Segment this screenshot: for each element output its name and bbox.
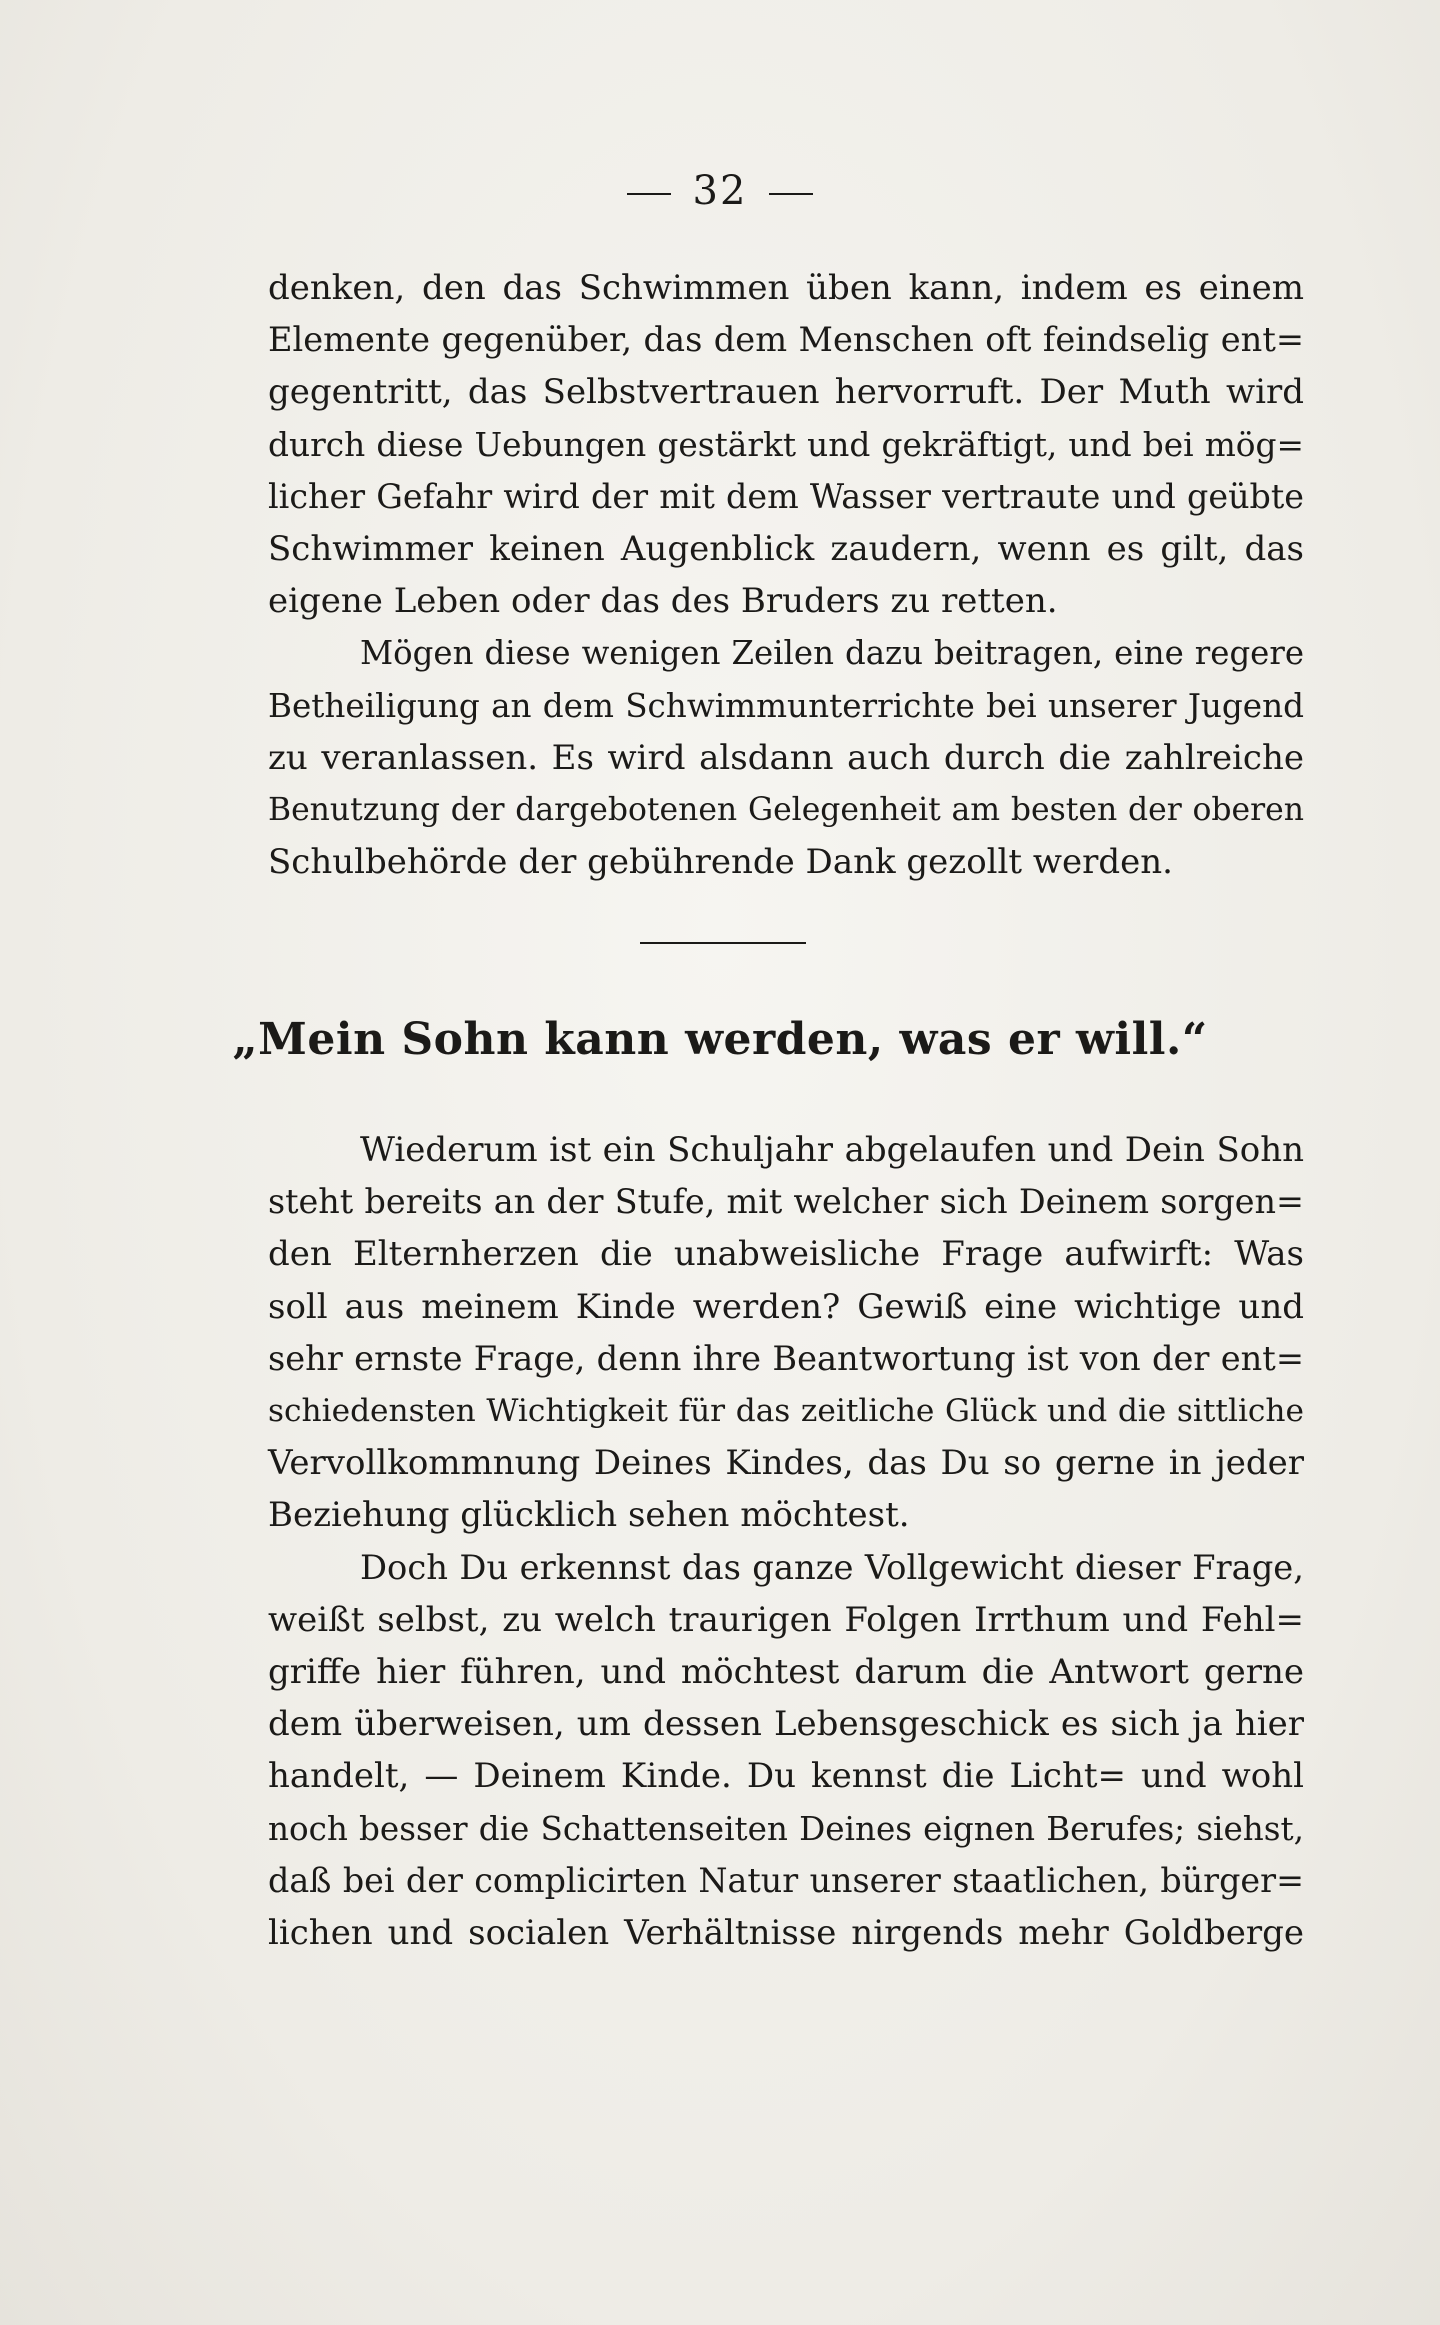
text-line: den Elternherzen die unabweisliche Frage aufwirft: Was bbox=[268, 1234, 1304, 1275]
text-line: Wiederum ist ein Schuljahr abgelaufen und Dein Sohn bbox=[360, 1130, 1304, 1170]
text-line: Schulbehörde der gebührende Dank gezollt werden. bbox=[268, 842, 1173, 883]
section-1-text bbox=[268, 262, 1304, 888]
text-line: handelt, — Deinem Kinde. Du kennst die Licht= und wohl bbox=[268, 1756, 1304, 1797]
paragraph bbox=[268, 1124, 1304, 1542]
paragraph bbox=[268, 1542, 1304, 1960]
text-line: sehr ernste Frage, denn ihre Beantwortung ist von der ent= bbox=[268, 1338, 1304, 1378]
text-line: zu veranlassen. Es wird alsdann auch durch die zahlreiche bbox=[268, 737, 1304, 778]
page-number: 32 bbox=[692, 168, 748, 214]
text-line: Doch Du erkennst das ganze Vollgewicht dieser Frage, bbox=[360, 1547, 1304, 1587]
text-line: Betheiligung an dem Schwimmunterrichte bei unserer Jugend bbox=[268, 686, 1304, 725]
text-line: weißt selbst, zu welch traurigen Folgen Irrthum und Fehl= bbox=[268, 1599, 1304, 1640]
text-line: Mögen diese wenigen Zeilen dazu beitragen, eine regere bbox=[360, 634, 1304, 673]
paragraph bbox=[268, 262, 1304, 627]
header-dash-right bbox=[769, 193, 813, 195]
section-2-text bbox=[268, 1124, 1304, 1959]
header-dash-left bbox=[627, 193, 671, 195]
text-line: soll aus meinem Kinde werden? Gewiß eine wichtige und bbox=[268, 1286, 1304, 1327]
text-line: denken, den das Schwimmen üben kann, indem es einem bbox=[268, 268, 1304, 308]
text-line: lichen und socialen Verhältnisse nirgends mehr Goldberge bbox=[268, 1913, 1304, 1954]
text-line: licher Gefahr wird der mit dem Wasser vertraute und geübte bbox=[268, 476, 1304, 516]
text-line: steht bereits an der Stufe, mit welcher sich Deinem sorgen= bbox=[268, 1182, 1304, 1222]
text-line: noch besser die Schattenseiten Deines eignen Berufes; siehst, bbox=[268, 1809, 1304, 1848]
text-line: Benutzung der dargebotenen Gelegenheit am besten der oberen bbox=[268, 792, 1304, 829]
text-line: Vervollkommnung Deines Kindes, das Du so gerne in jeder bbox=[268, 1443, 1304, 1484]
text-line: Schwimmer keinen Augenblick zaudern, wenn es gilt, das bbox=[268, 529, 1304, 570]
text-line: eigene Leben oder das des Bruders zu retten. bbox=[268, 581, 1058, 622]
text-line: Beziehung glücklich sehen möchtest. bbox=[268, 1495, 910, 1536]
paragraph bbox=[268, 627, 1304, 888]
text-line: schiedensten Wichtigkeit für das zeitliche Glück und die sittliche bbox=[268, 1393, 1304, 1430]
text-line: durch diese Uebungen gestärkt und gekräftigt, und bei mög= bbox=[268, 425, 1304, 464]
text-line: griffe hier führen, und möchtest darum die Antwort gerne bbox=[268, 1652, 1304, 1693]
section-heading: „Mein Sohn kann werden, was er will.“ bbox=[232, 1014, 1208, 1065]
text-line: gegentritt, das Selbstvertrauen hervorruft. Der Muth wird bbox=[268, 372, 1304, 413]
text-line: Elemente gegenüber, das dem Menschen oft feindselig ent= bbox=[268, 320, 1304, 360]
text-line: daß bei der complicirten Natur unserer staatlichen, bürger= bbox=[268, 1860, 1304, 1900]
section-divider bbox=[640, 942, 806, 944]
text-line: dem überweisen, um dessen Lebensgeschick es sich ja hier bbox=[268, 1704, 1304, 1745]
page-header bbox=[0, 168, 1440, 214]
